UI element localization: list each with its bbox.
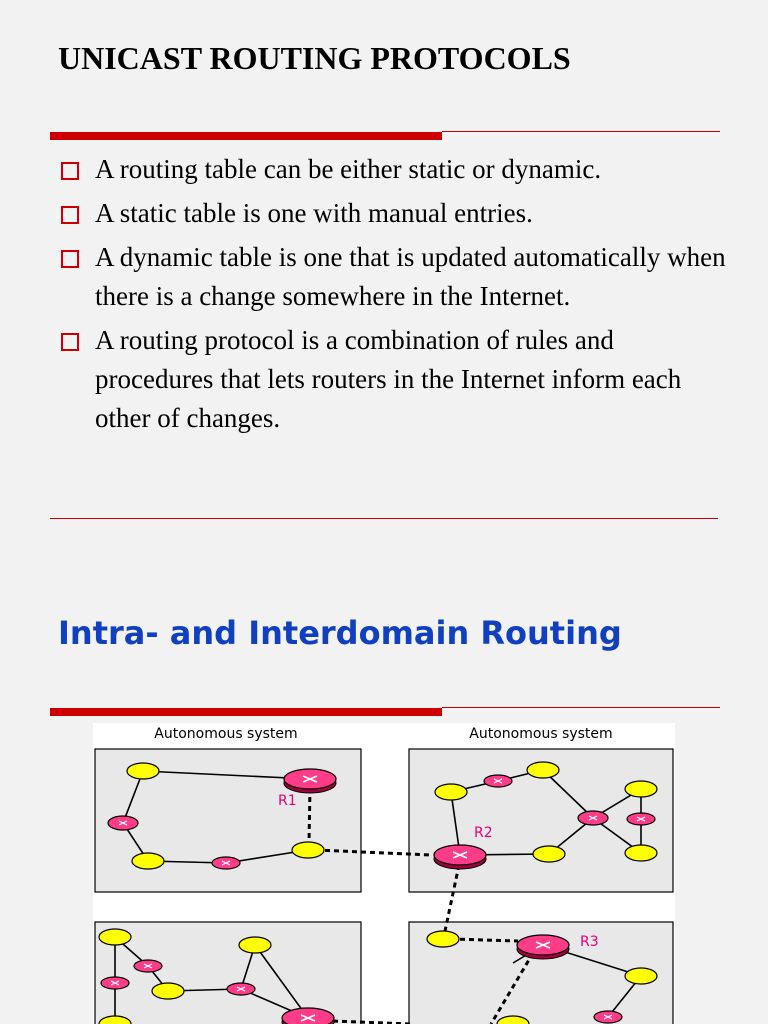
- router-icon: [484, 775, 512, 787]
- host-node: [625, 968, 657, 984]
- slide-intra-interdomain: [0, 590, 768, 1024]
- as-label-left: Autonomous system: [154, 726, 298, 742]
- bullet-item: A routing protocol is a combination of rules and procedures that lets routers in the Internet inform each other of changes.: [58, 321, 738, 438]
- as-label-right: Autonomous system: [469, 726, 613, 742]
- slide-bottom-rule: [50, 518, 718, 519]
- host-node: [292, 842, 324, 858]
- host-node: [152, 983, 184, 999]
- router-icon: [134, 960, 162, 972]
- router-icon: [578, 811, 608, 825]
- title-rule-thick: [50, 132, 442, 140]
- router-icon: [227, 983, 255, 995]
- router-label-r1: R1: [278, 793, 297, 809]
- host-node: [533, 846, 565, 862]
- square-bullet-icon: [61, 162, 79, 180]
- host-node: [427, 931, 459, 947]
- router-icon: [101, 977, 129, 989]
- host-node: [239, 937, 271, 953]
- title-rule-thick: [50, 708, 442, 716]
- border-router-r1: [284, 769, 336, 793]
- host-node: [625, 781, 657, 797]
- host-node: [132, 853, 164, 869]
- border-router-r2: [434, 845, 486, 869]
- host-node: [435, 784, 467, 800]
- title-rule-thin: [442, 131, 720, 132]
- router-icon: [627, 813, 655, 825]
- border-router-r3: [517, 935, 569, 959]
- title-rule-thin: [442, 707, 720, 708]
- router-label-r3: R3: [580, 934, 599, 950]
- square-bullet-icon: [61, 250, 79, 268]
- bullet-item: A routing table can be either static or dynamic.: [58, 150, 738, 189]
- bullet-item: A static table is one with manual entries.: [58, 194, 738, 233]
- router-icon: [594, 1011, 622, 1023]
- square-bullet-icon: [61, 206, 79, 224]
- square-bullet-icon: [61, 333, 79, 351]
- border-router-bottom-left: [282, 1008, 334, 1024]
- as-box-bottom-left: [95, 922, 361, 1024]
- router-label-r2: R2: [474, 825, 493, 841]
- router-icon: [108, 816, 138, 830]
- bullet-list: [58, 150, 738, 443]
- slide-title: UNICAST ROUTING PROTOCOLS: [58, 40, 571, 76]
- host-node: [99, 929, 131, 945]
- routing-diagram: [93, 723, 675, 1024]
- host-node: [127, 763, 159, 779]
- router-icon: [212, 857, 240, 869]
- bullet-item: A dynamic table is one that is updated automatically when there is a change somewhere in the Internet.: [58, 238, 738, 316]
- host-node: [625, 845, 657, 861]
- slide-title: Intra- and Interdomain Routing: [58, 614, 622, 652]
- host-node: [527, 762, 559, 778]
